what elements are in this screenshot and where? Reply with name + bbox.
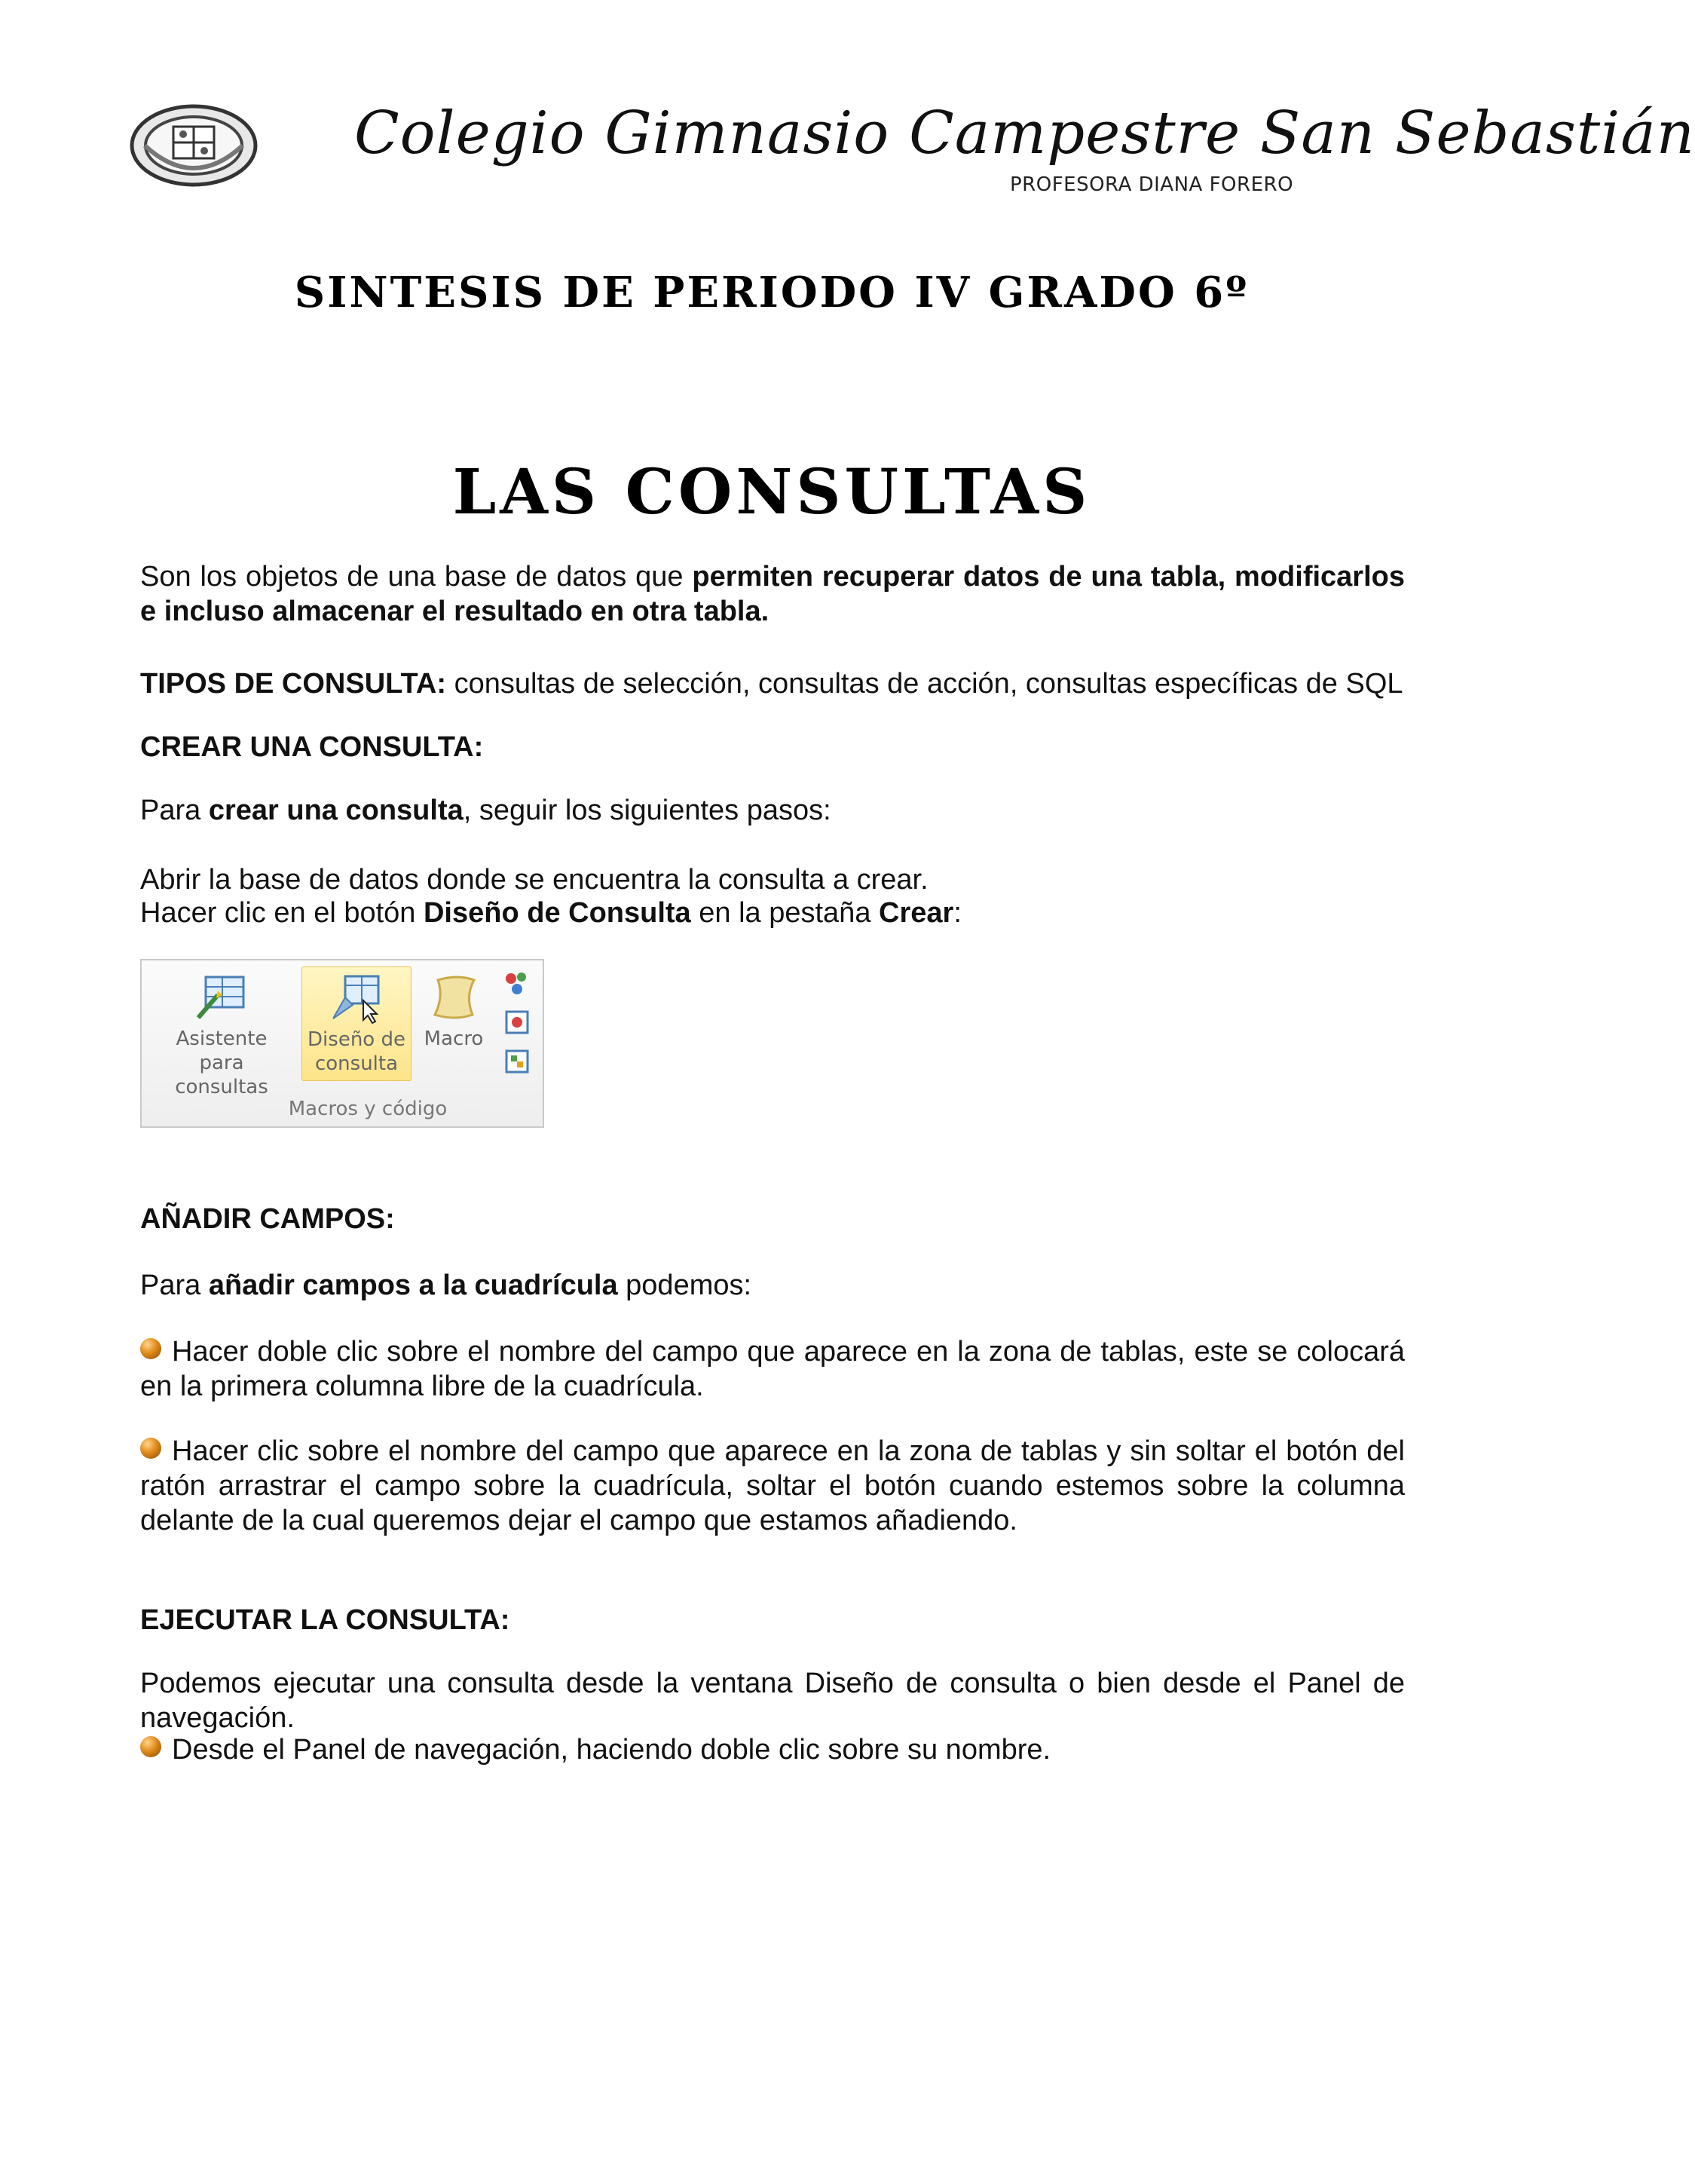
crear-paragraph [140, 793, 1405, 828]
anadir-para-prefix: Para [140, 1270, 209, 1301]
step2-prefix: Hacer clic en el botón [140, 897, 424, 929]
period-title: SINTESIS DE PERIODO IV GRADO 6º [294, 268, 1250, 317]
query-design-label-1: Diseño de [307, 1028, 405, 1051]
anadir-para-suffix: podemos: [617, 1270, 752, 1301]
step2-bold-create: Crear [879, 897, 954, 929]
intro-bold-text: permiten recuperar datos de una tabla, modificarlos e incluso almacenar el resultado en otra tabla. [140, 561, 1405, 627]
crear-heading: CREAR UNA CONSULTA: [140, 731, 484, 763]
query-wizard-button[interactable] [151, 966, 292, 1098]
bullet-icon [140, 1338, 161, 1359]
ejecutar-heading: EJECUTAR LA CONSULTA: [140, 1604, 510, 1636]
anadir-bullet-2 [140, 1434, 1405, 1538]
macro-scroll-icon [427, 974, 480, 1021]
macro-label: Macro [424, 1028, 484, 1050]
anadir-heading: AÑADIR CAMPOS: [140, 1203, 395, 1235]
anadir-para-bold: añadir campos a la cuadrícula [208, 1270, 618, 1301]
tipos-label: TIPOS DE CONSULTA: [140, 668, 447, 700]
anadir-bullet-2-text: Hacer clic sobre el nombre del campo que aparece en la zona de tablas y sin soltar el botón del ratón arrastrar el campo sobre la cuadrícula, soltar el botón cuando estemos sobre la columna delante de la cual queremos dejar el campo que estamos añadiendo. [140, 1435, 1405, 1536]
ejecutar-bullet-1-text: Desde el Panel de navegación, haciendo doble clic sobre su nombre. [172, 1734, 1051, 1766]
anadir-paragraph [140, 1268, 1405, 1303]
step2-bold-design: Diseño de Consulta [423, 897, 691, 929]
step2-mid: en la pestaña [690, 897, 880, 929]
ejecutar-bullet-1 [140, 1732, 1405, 1767]
crear-step-1: Abrir la base de datos donde se encuentra la consulta a crear. [140, 864, 929, 896]
anadir-bullet-1-text: Hacer doble clic sobre el nombre del campo que aparece en la zona de tablas, este se colocará en la primera columna libre de la cuadrícula. [140, 1336, 1405, 1402]
visual-basic-icon[interactable] [503, 1048, 531, 1075]
ribbon-screenshot [140, 959, 544, 1128]
module-icon[interactable] [503, 969, 531, 997]
crear-para-prefix: Para [140, 795, 209, 826]
crear-para-suffix: , seguir los siguientes pasos: [463, 795, 831, 826]
teacher-name: PROFESORA DIANA FORERO [1010, 173, 1294, 196]
step2-suffix: : [953, 897, 962, 929]
query-wizard-label-1: Asistente para [176, 1028, 268, 1074]
school-crest-logo [130, 104, 258, 187]
crear-step-2 [140, 896, 1405, 930]
bullet-icon [140, 1438, 161, 1459]
query-wizard-icon [195, 974, 248, 1021]
query-design-button[interactable] [301, 966, 412, 1081]
tipos-paragraph [140, 666, 1421, 701]
bullet-icon [140, 1736, 161, 1757]
ribbon-group-label: Macros y código [288, 1098, 448, 1120]
class-module-icon[interactable] [503, 1009, 531, 1036]
ejecutar-paragraph: Podemos ejecutar una consulta desde la ventana Diseño de consulta o bien desde el Panel de navegación. [140, 1668, 1405, 1734]
query-design-icon [330, 975, 383, 1022]
crear-para-bold: crear una consulta [208, 795, 464, 826]
query-wizard-label-2: consultas [175, 1076, 268, 1098]
school-name: Colegio Gimnasio Campestre San Sebastián [354, 100, 1695, 167]
intro-paragraph [140, 559, 1405, 629]
anadir-bullet-1 [140, 1334, 1405, 1404]
main-title: LAS CONSULTAS [452, 456, 1091, 528]
query-design-label-2: consulta [314, 1052, 399, 1075]
macro-button[interactable] [416, 966, 491, 1080]
intro-text: Son los objetos de una base de datos que [140, 561, 693, 593]
tipos-text: consultas de selección, consultas de acción, consultas específicas de SQL [446, 668, 1403, 700]
